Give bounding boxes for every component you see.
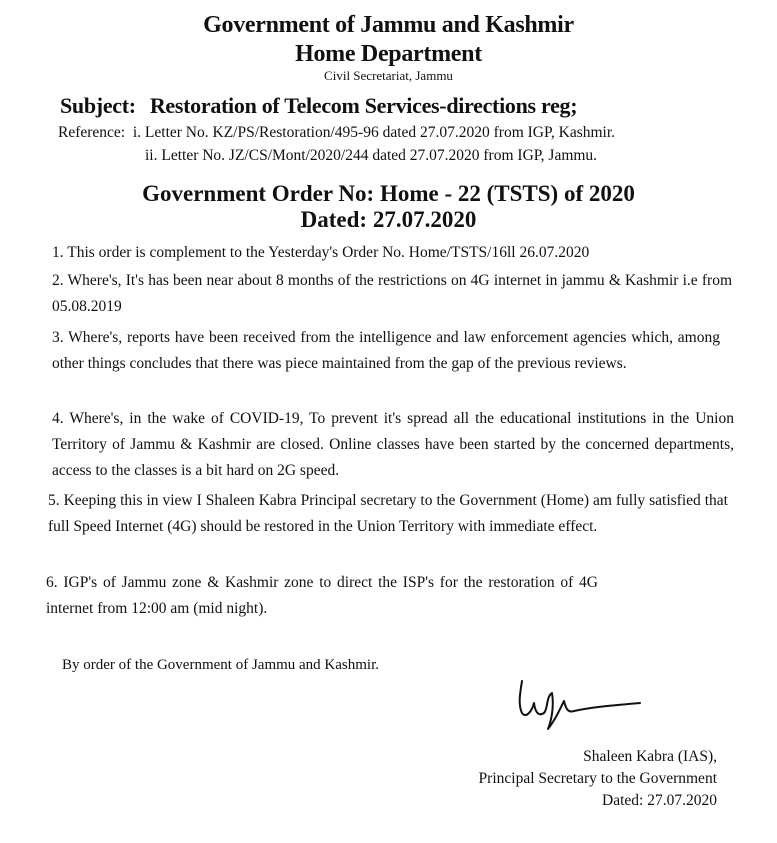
reference-item-2: ii. Letter No. JZ/CS/Mont/2020/244 dated 27.07.2020 from IGP, Jammu. bbox=[145, 147, 598, 164]
signatory-title: Principal Secretary to the Government bbox=[478, 770, 717, 787]
paragraph-2: 2. Where's, It's has been near about 8 months of the restrictions on 4G internet in jammu & Kashmir i.e from 05.08.2019 bbox=[52, 272, 732, 315]
subject-label: Subject: bbox=[60, 93, 136, 118]
order-title: Government Order No: Home - 22 (TSTS) of 2020 bbox=[142, 181, 635, 206]
signature-icon bbox=[508, 675, 648, 735]
reference-item-1: i. Letter No. KZ/PS/Restoration/495-96 dated 27.07.2020 from IGP, Kashmir. bbox=[132, 124, 616, 141]
header-department: Home Department bbox=[295, 41, 482, 67]
paragraph-4: 4. Where's, in the wake of COVID-19, To prevent it's spread all the educational institutions in the Union Territory of Jammu & Kashmir are closed. Online classes have been started by the concerned departments, access to the classes is a bit hard on 2G speed. bbox=[52, 410, 734, 479]
order-date: Dated: 27.07.2020 bbox=[300, 207, 477, 232]
subject-line bbox=[60, 93, 577, 119]
paragraph-3: 3. Where's, reports have been received from the intelligence and law enforcement agencies which, among other things concludes that there was piece maintained from the gap of the previous reviews. bbox=[52, 329, 720, 372]
signatory-block bbox=[479, 746, 717, 812]
closing-line: By order of the Government of Jammu and Kashmir. bbox=[62, 657, 380, 673]
header-government: Government of Jammu and Kashmir bbox=[203, 12, 574, 38]
paragraph-1: 1. This order is complement to the Yesterday's Order No. Home/TSTS/16ll 26.07.2020 bbox=[52, 244, 590, 261]
paragraph-5: 5. Keeping this in view I Shaleen Kabra Principal secretary to the Government (Home) am fully satisfied that full Speed Internet (4G) should be restored in the Union Territory with immediate effect. bbox=[48, 492, 728, 535]
reference-label: Reference: bbox=[58, 124, 126, 141]
header-address: Civil Secretariat, Jammu bbox=[324, 68, 453, 83]
paragraph-6: 6. IGP's of Jammu zone & Kashmir zone to direct the ISP's for the restoration of 4G internet from 12:00 am (mid night). bbox=[46, 574, 598, 617]
signatory-name: Shaleen Kabra (IAS), bbox=[583, 748, 717, 765]
subject-text: Restoration of Telecom Services-directions reg; bbox=[149, 93, 578, 118]
signatory-date: Dated: 27.07.2020 bbox=[602, 792, 717, 809]
reference-line-1 bbox=[58, 124, 615, 142]
